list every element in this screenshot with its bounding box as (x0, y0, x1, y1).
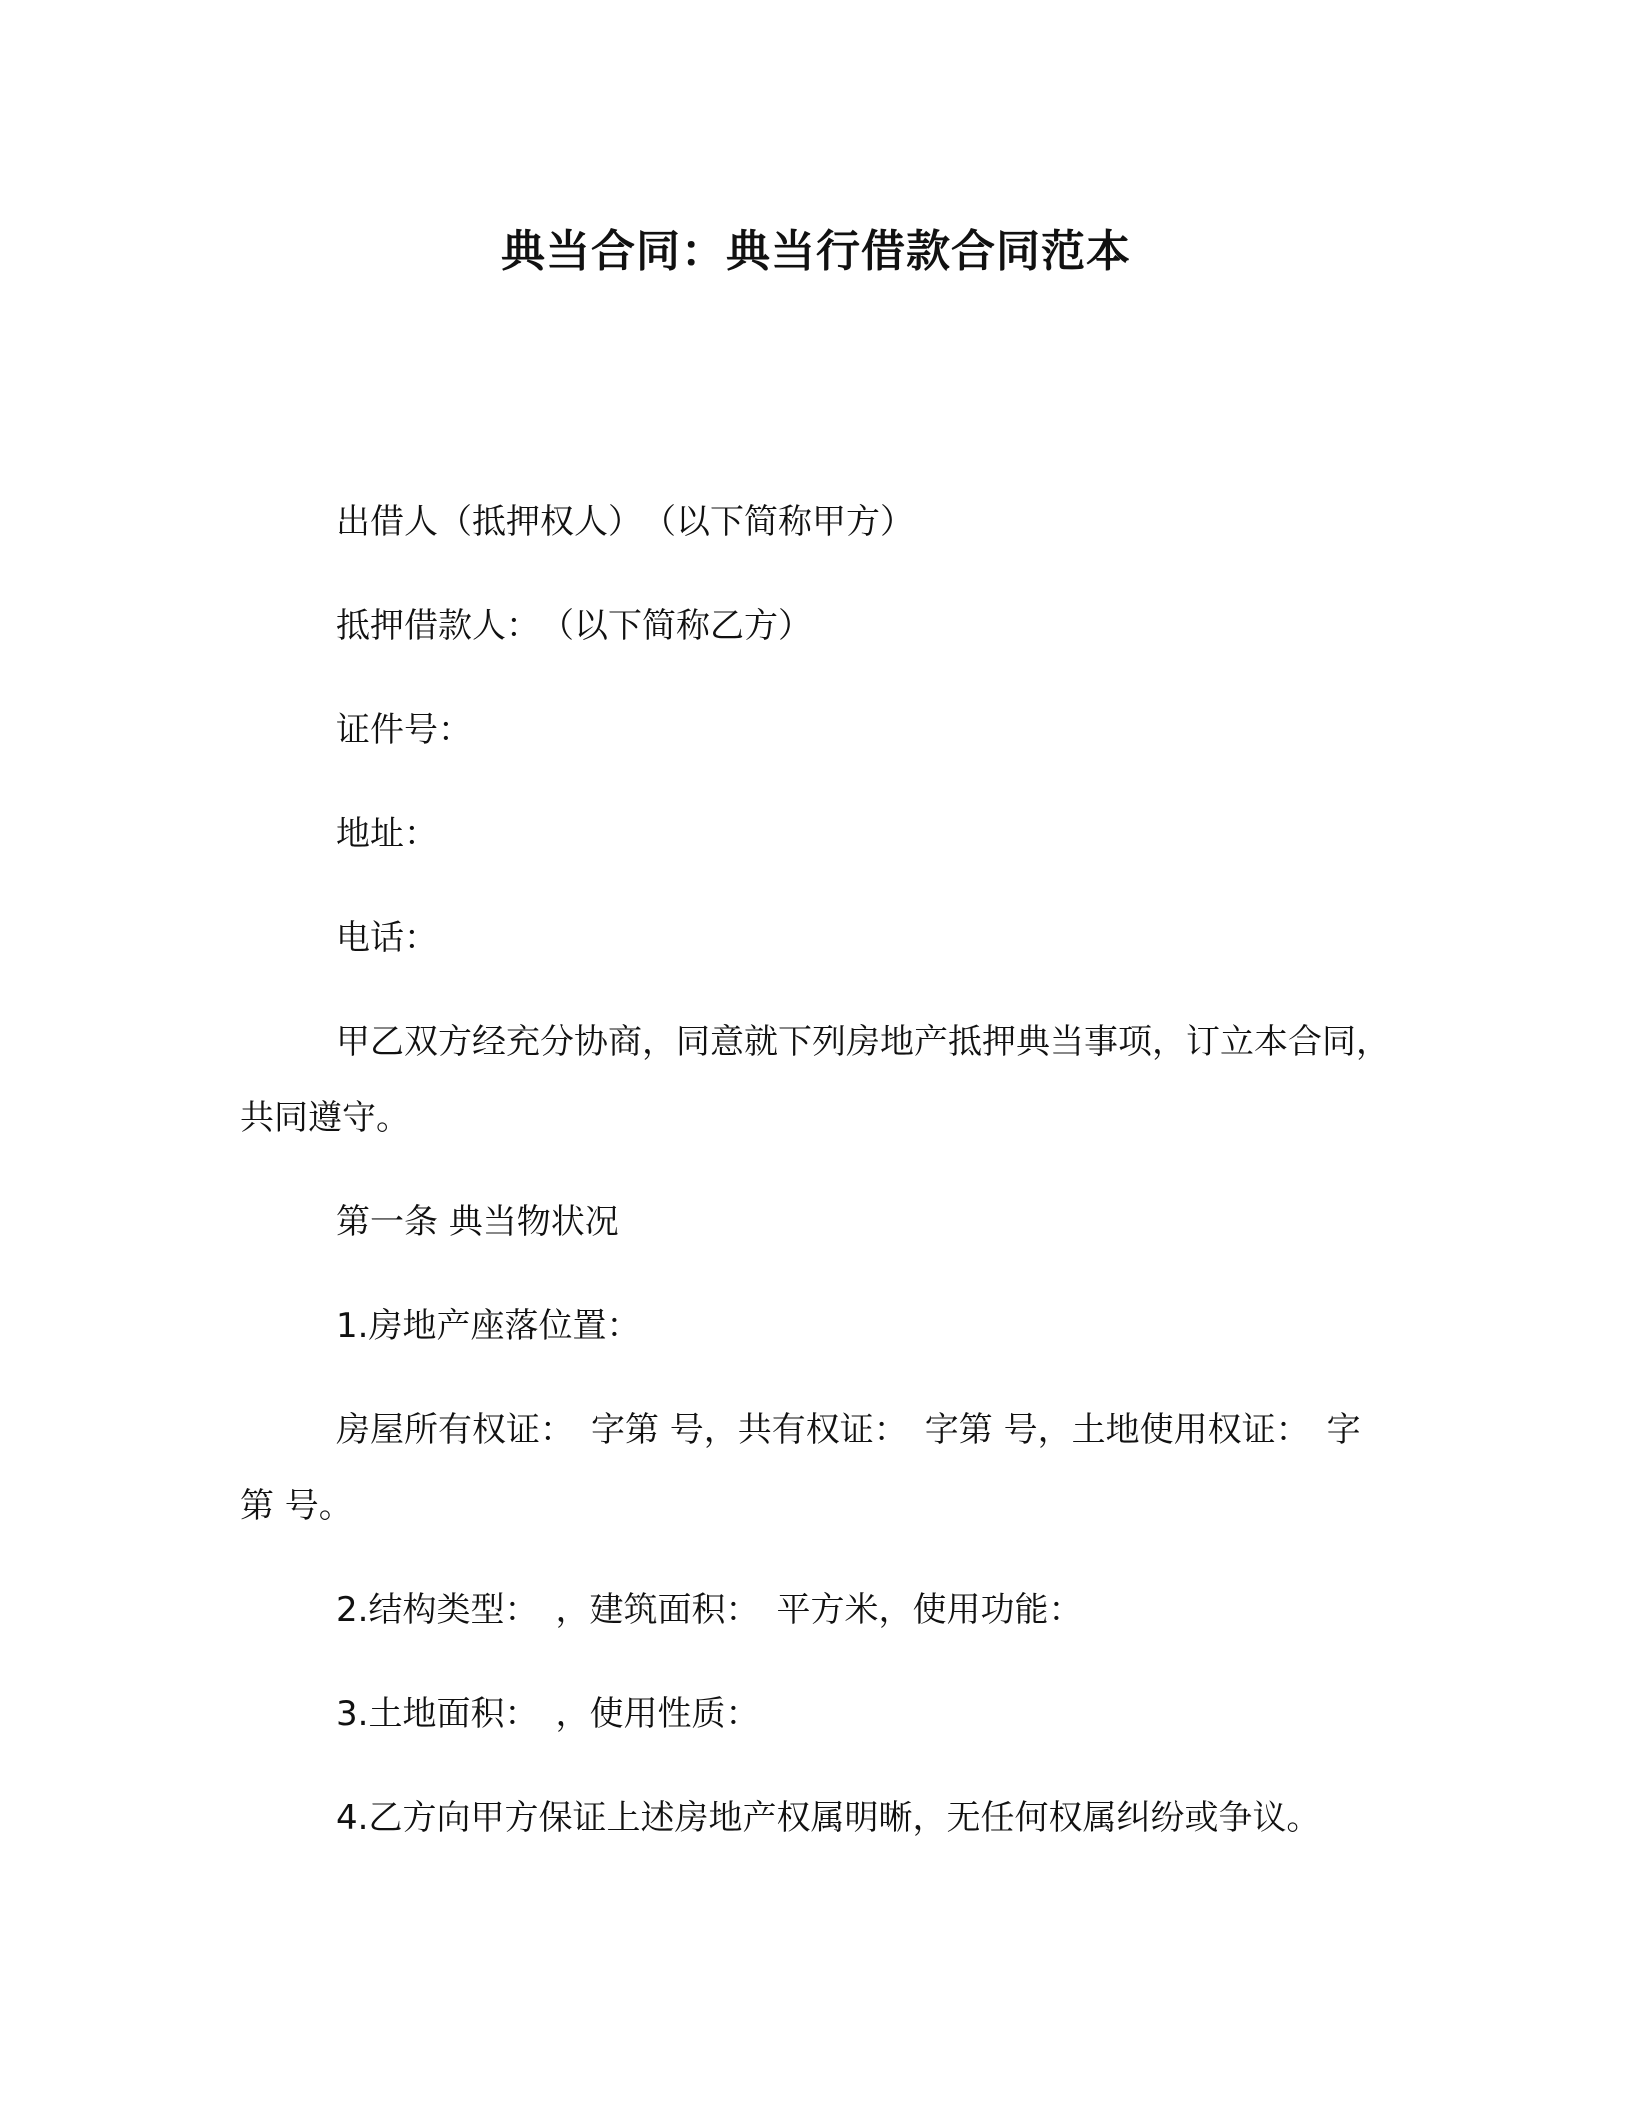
land-area-line: 3.土地面积： ，使用性质： (336, 1694, 760, 1734)
agreement-paragraph: 甲乙双方经充分协商，同意就下列房地产抵押典当事项，订立本合同，共同遵守。 (240, 1022, 1390, 1138)
document-body (240, 484, 1392, 1884)
certificates-paragraph: 房屋所有权证： 字第 号，共有权证： 字第 号，土地使用权证： 字第 号。 (240, 1410, 1361, 1526)
property-location-line: 1.房地产座落位置： (336, 1306, 641, 1346)
phone-line: 电话： (336, 918, 438, 958)
lender-line: 出借人（抵押权人） （以下简称甲方） (336, 502, 914, 542)
document-title: 典当合同：典当行借款合同范本 (501, 226, 1131, 277)
address-line: 地址： (336, 814, 438, 854)
article-one-heading: 第一条 典当物状况 (336, 1202, 619, 1242)
borrower-line: 抵押借款人： （以下简称乙方） (336, 606, 812, 646)
structure-line: 2.结构类型： ，建筑面积： 平方米，使用功能： (336, 1590, 1083, 1630)
id-number-line: 证件号： (336, 710, 472, 750)
guarantee-line: 4.乙方向甲方保证上述房地产权属明晰，无任何权属纠纷或争议。 (336, 1798, 1321, 1838)
